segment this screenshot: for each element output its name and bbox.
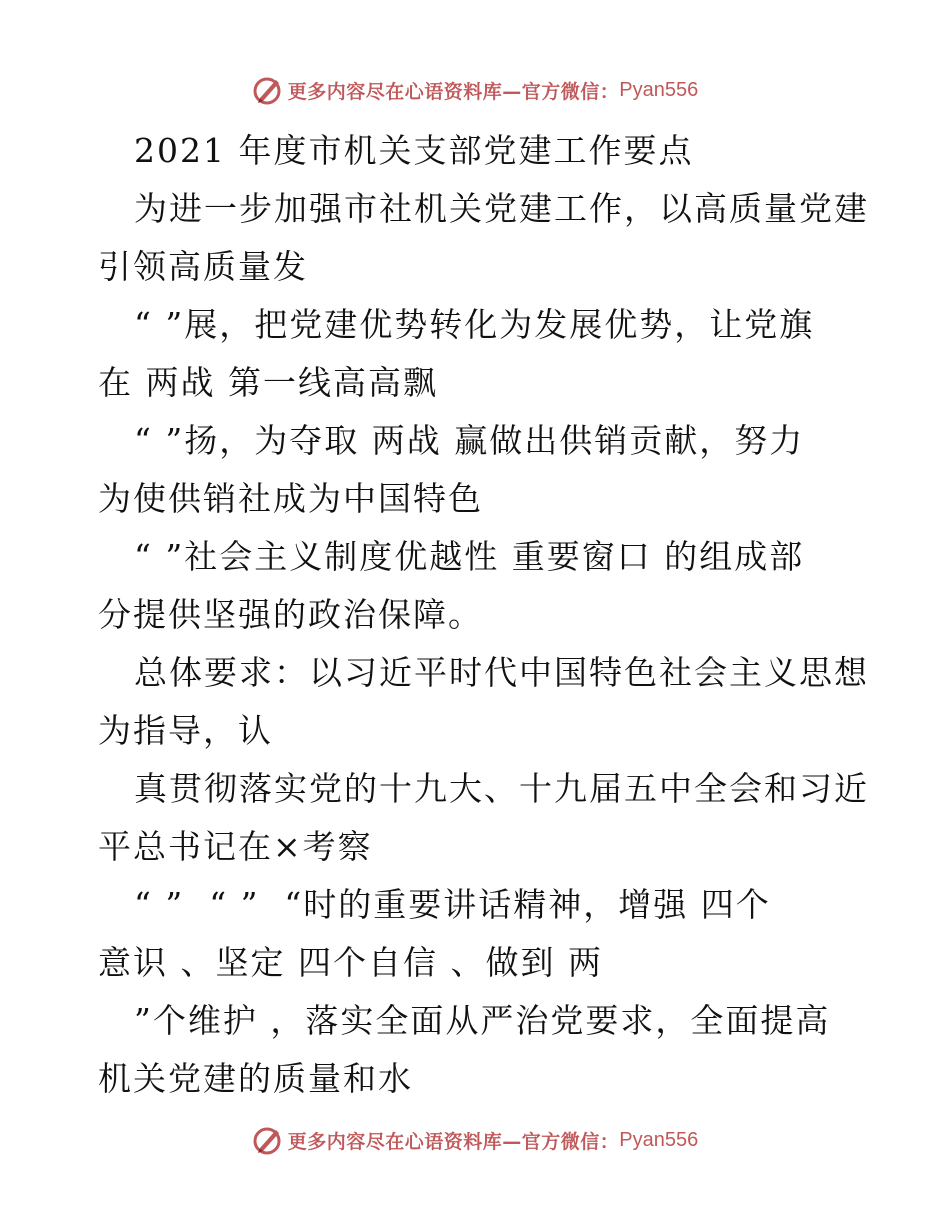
doc-line: 真贯彻落实党的十九大、十九届五中全会和习近 (134, 769, 869, 808)
doc-line: “ ”扬，为夺取 两战 赢做出供销贡献，努力 (134, 421, 805, 460)
banner-wechat-id: Pyan556 (619, 78, 699, 101)
pen-logo-icon (252, 74, 284, 106)
banner-text: 更多内容尽在心语资料库—官方微信： (287, 80, 620, 103)
doc-title: 2021 年度市机关支部党建工作要点 (134, 131, 694, 170)
doc-line: 为指导，认 (98, 711, 273, 750)
doc-line: 意识 、坚定 四个自信 、做到 两 (98, 943, 603, 982)
banner-wechat-id: Pyan556 (619, 1128, 699, 1151)
doc-line: 引领高质量发 (98, 247, 308, 286)
pen-logo-icon (252, 1124, 284, 1156)
banner-text: 更多内容尽在心语资料库—官方微信： (287, 1130, 620, 1153)
doc-line: “ ”展，把党建优势转化为发展优势，让党旗 (134, 305, 815, 344)
footer-banner (0, 1120, 950, 1160)
header-banner (0, 70, 950, 110)
doc-line: 在 两战 第一线高高飘 (98, 363, 438, 402)
document-body (98, 122, 869, 1108)
doc-line: “ ”社会主义制度优越性 重要窗口 的组成部 (134, 537, 805, 576)
doc-line: 平总书记在×考察 (98, 827, 373, 866)
doc-line: 机关党建的质量和水 (98, 1059, 413, 1098)
doc-line: “ ” “ ” “时的重要讲话精神，增强 四个 (134, 885, 771, 924)
doc-line: 为进一步加强市社机关党建工作，以高质量党建 (134, 189, 869, 228)
doc-line: ”个维护 ，落实全面从严治党要求，全面提高 (134, 1001, 831, 1040)
doc-line: 分提供坚强的政治保障。 (98, 595, 483, 634)
doc-line: 为使供销社成为中国特色 (98, 479, 483, 518)
doc-line: 总体要求：以习近平时代中国特色社会主义思想 (134, 653, 869, 692)
